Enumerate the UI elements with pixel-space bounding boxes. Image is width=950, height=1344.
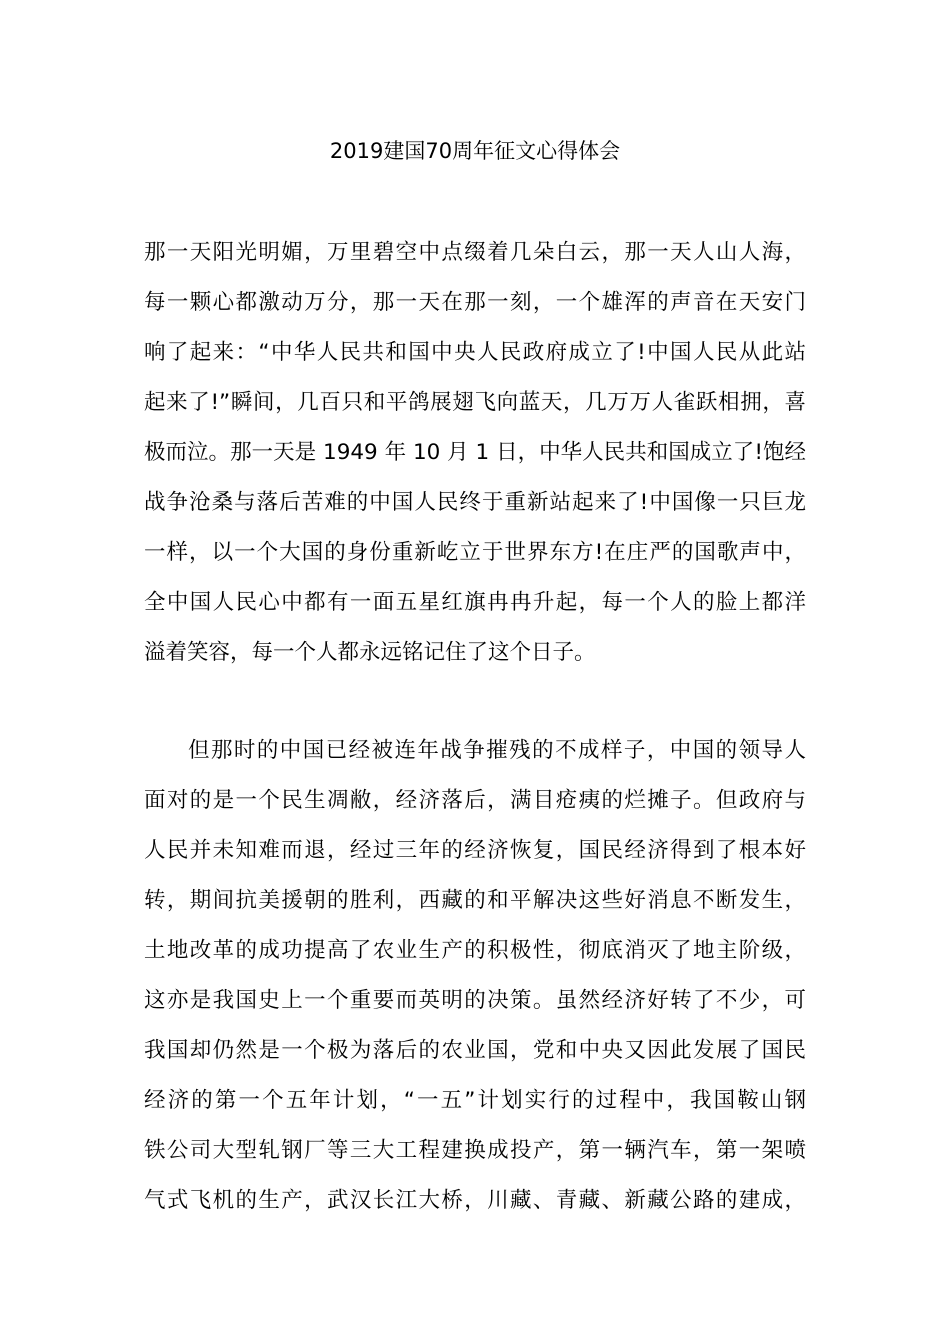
paragraph-line: 面对的是一个民生凋敝，经济落后，满目疮痍的烂摊子。但政府与: [144, 788, 806, 813]
paragraph-line: 这亦是我国史上一个重要而英明的决策。虽然经济好转了不少，可: [144, 988, 806, 1013]
paragraph-line: 人民并未知难而退，经过三年的经济恢复，国民经济得到了根本好: [144, 838, 806, 863]
paragraph-line: 土地改革的成功提高了农业生产的积极性，彻底消灭了地主阶级，: [144, 938, 806, 963]
paragraph-line: 响了起来：“中华人民共和国中央人民政府成立了!中国人民从此站: [144, 340, 806, 365]
paragraph-line: 转，期间抗美援朝的胜利，西藏的和平解决这些好消息不断发生，: [144, 888, 806, 913]
paragraph-line: 每一颗心都激动万分，那一天在那一刻，一个雄浑的声音在天安门: [144, 290, 806, 315]
paragraph-line: 我国却仍然是一个极为落后的农业国，党和中央又因此发展了国民: [144, 1038, 806, 1063]
paragraph-line: 气式飞机的生产，武汉长江大桥，川藏、青藏、新藏公路的建成，: [144, 1188, 806, 1213]
document-title: 2019建国70周年征文心得体会: [329, 139, 621, 163]
paragraph-line: 极而泣。那一天是 1949 年 10 月 1 日，中华人民共和国成立了!饱经: [144, 440, 806, 465]
paragraph-line: 战争沧桑与落后苦难的中国人民终于重新站起来了!中国像一只巨龙: [144, 490, 806, 515]
paragraph-line: 经济的第一个五年计划，“一五”计划实行的过程中，我国鞍山钢: [144, 1088, 806, 1113]
paragraph-line: 一样，以一个大国的身份重新屹立于世界东方!在庄严的国歌声中，: [144, 540, 806, 565]
paragraph-line: 全中国人民心中都有一面五星红旗冉冉升起，每一个人的脸上都洋: [144, 590, 806, 615]
paragraph-line: 铁公司大型轧钢厂等三大工程建换成投产，第一辆汽车，第一架喷: [144, 1138, 806, 1163]
paragraph-line: 溢着笑容，每一个人都永远铭记住了这个日子。: [144, 640, 596, 665]
paragraph-1: [144, 228, 806, 678]
paragraph-line: 但那时的中国已经被连年战争摧残的不成样子，中国的领导人: [188, 738, 806, 763]
paragraph-2: [144, 726, 806, 1226]
paragraph-line: 起来了!”瞬间，几百只和平鸽展翅飞向蓝天，几万万人雀跃相拥，喜: [144, 390, 806, 415]
paragraph-line: 那一天阳光明媚，万里碧空中点缀着几朵白云，那一天人山人海，: [144, 240, 806, 265]
